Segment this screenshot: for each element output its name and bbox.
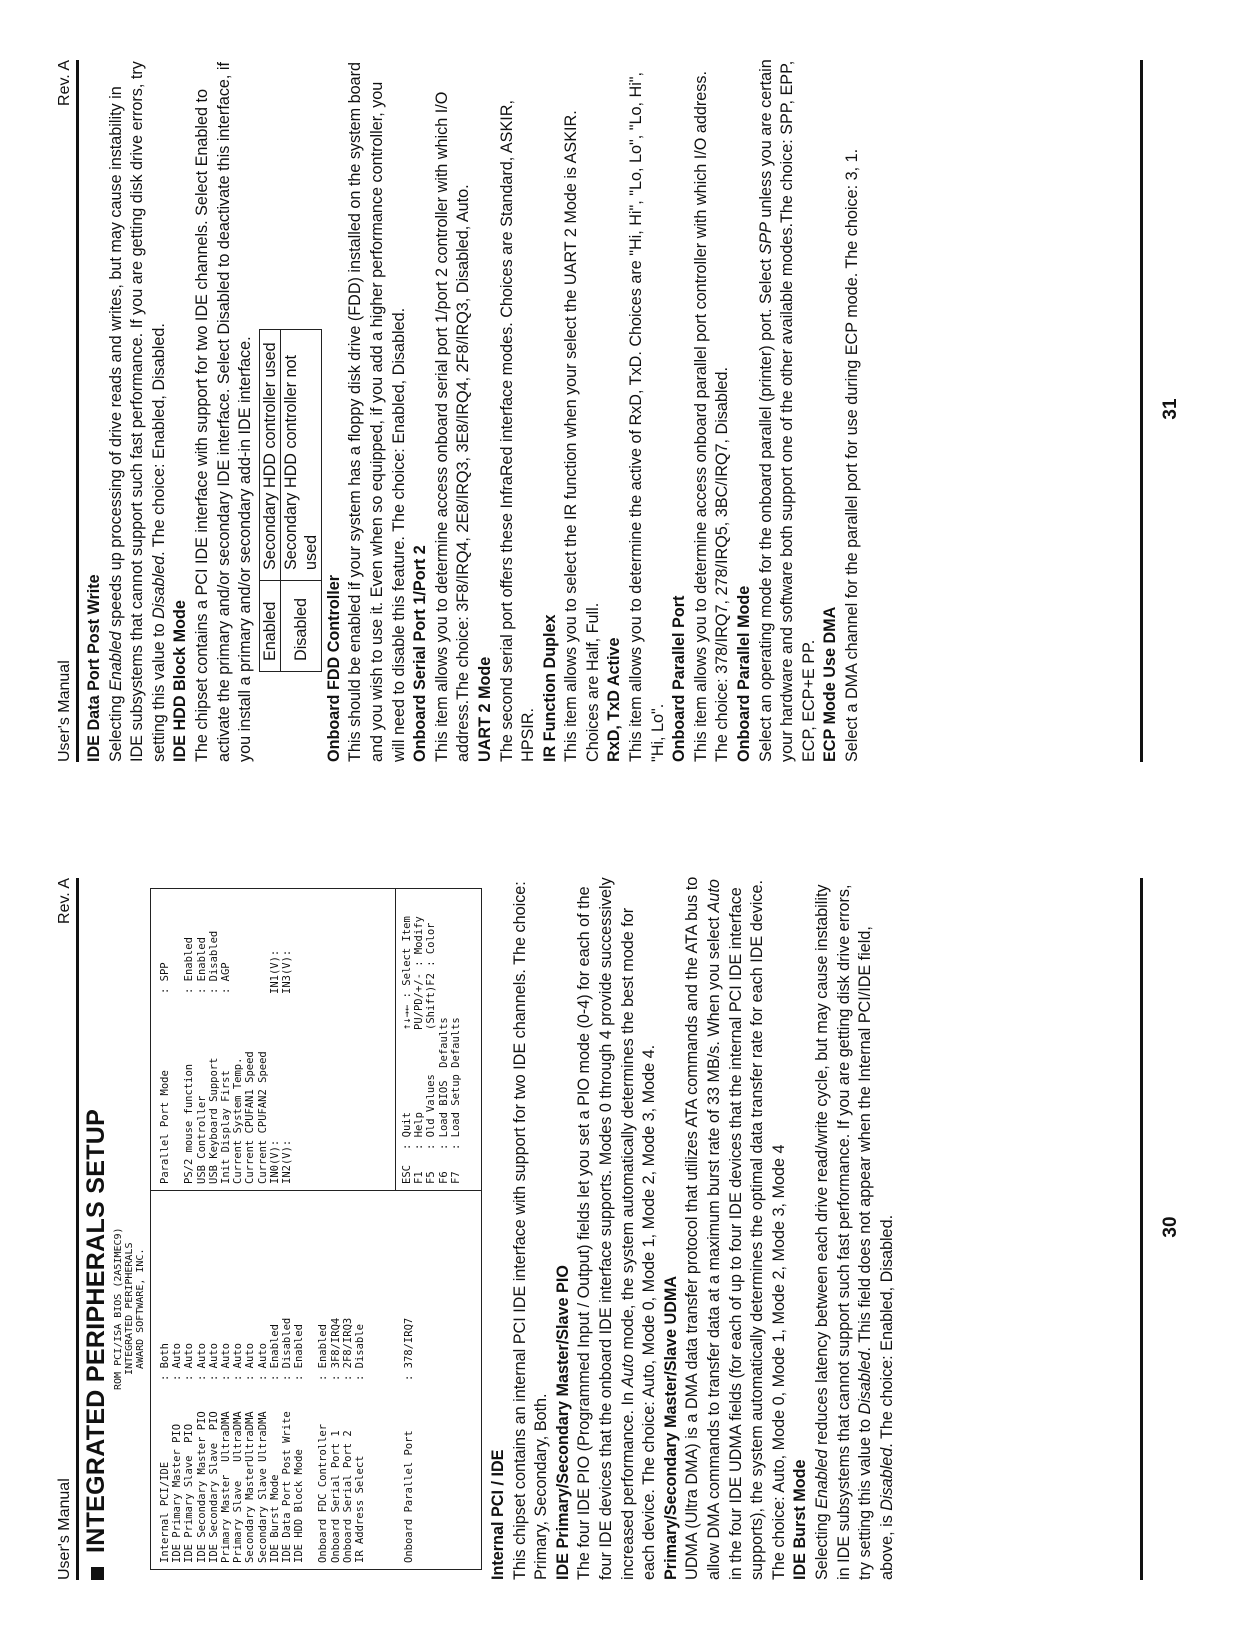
bios-key: F1: [413, 1171, 426, 1184]
section-heading: IDE Primary/Secondary Master/Slave PIO: [553, 1265, 572, 1580]
section-text: This item allows you to select the IR function when your select the UART 2 Mode is ASKIR. Choices are Half, Full.: [562, 110, 602, 762]
bios-help-divider: [395, 889, 396, 1191]
bios-key: F7: [449, 1171, 462, 1184]
bios-setting-row: [330, 1193, 342, 1563]
section: [84, 57, 170, 762]
section-text: Selecting Enabled reduces latency between each drive read/write cycle, but may cause instability in IDE subsystems that cannot support such fast performance. If you are getting disk drive errors, try setting this value to Disabled. This field does not appear when the Internal PCI/IDE field, above, is Disabled. The choice: Enabled, Disabled.: [812, 884, 896, 1580]
bios-setting-name: Init Display First: [219, 1070, 232, 1184]
hdd-mode-table: [259, 329, 322, 672]
header-manual-label: User's Manual: [56, 1478, 73, 1580]
bios-setting-row: [257, 1193, 269, 1563]
section: [475, 57, 540, 762]
bios-key-action: : Load Setup Defaults: [449, 1017, 462, 1150]
bios-setting-row: [220, 894, 232, 1184]
bios-key-legend: [401, 894, 462, 1184]
section: [790, 875, 898, 1580]
section-heading: ECP Mode Use DMA: [821, 606, 840, 762]
section: [324, 57, 410, 762]
section: [669, 57, 734, 762]
bios-setting-row: [244, 894, 256, 1184]
section-heading: Onboard Parallel Mode: [735, 585, 754, 762]
bios-setting-row: [305, 1193, 317, 1563]
bios-setting-name: Internal PCI/IDE: [159, 1461, 171, 1563]
bullet-square-icon: [91, 1567, 104, 1580]
bios-setting-row: [378, 1193, 390, 1563]
section: [820, 57, 863, 762]
section-text: This chipset contains an internal PCI IDE interface with support for two IDE channels. The choice: Primary, Secondary, Both.: [510, 881, 551, 1580]
bios-setting-name: Primary Slave UltraDMA: [232, 1411, 245, 1563]
bios-setting-value: : Auto: [244, 1343, 257, 1381]
bios-key: F5: [425, 1171, 438, 1184]
section-text: This item allows you to determine access onboard serial port 1/port 2 controller with which I/O address.The choice: 3F8/IRQ4, 2E8/IRQ3, 3E8/IRQ4, 2F8/IRQ3, Disabled, Auto.: [432, 91, 473, 762]
bios-screen-header: [113, 1227, 146, 1390]
section-heading: UART 2 Mode: [475, 656, 494, 762]
bios-setting-row: [159, 1193, 171, 1563]
table-row: [259, 330, 280, 672]
bios-setting-name: IN0(V):: [268, 1139, 281, 1184]
footer-rule: [1140, 878, 1143, 1580]
bios-setting-value: : Auto: [195, 1343, 208, 1381]
bios-setting-row: [171, 894, 183, 1184]
bios-setting-name: IR Address Select: [354, 1455, 366, 1563]
bios-setting-value: : Auto: [256, 1343, 269, 1381]
bios-setting-row: [208, 894, 220, 1184]
section: [410, 57, 475, 762]
bios-setting-value: : Enabled: [183, 937, 196, 994]
page-header: [54, 878, 76, 1580]
bios-setting-value: : 2F8/IRQ3: [341, 1317, 354, 1381]
bios-setting-row: [183, 1193, 195, 1563]
bios-key-action: : Old Values: [425, 1074, 438, 1150]
bios-setting-name: Current CPUFAN1 Speed: [244, 1051, 257, 1184]
section-heading: Onboard Parallel Port: [670, 595, 689, 762]
bios-setting-row: [354, 1193, 366, 1563]
bios-setting-value: IN1(V):: [268, 949, 281, 994]
bios-rom-line: ROM PCI/ISA BIOS (2A5IMEC9): [113, 1227, 124, 1390]
page-30: [0, 818, 1249, 1636]
bios-setting-row: [281, 1193, 293, 1563]
bios-setting-value: : Auto: [232, 1343, 245, 1381]
bios-key-action: : Quit: [401, 1112, 413, 1150]
bios-key-action: : Help: [413, 1112, 426, 1150]
bios-setting-row: [403, 1193, 415, 1563]
section: [734, 57, 820, 762]
bios-key-nav: PU/PD/+/- : Modify: [413, 916, 426, 1030]
bios-setting-value: : Enabled: [317, 1324, 330, 1381]
bios-screen: [150, 888, 482, 1570]
header-rule: [76, 878, 79, 1580]
right-body-text: [84, 57, 864, 762]
bios-setting-name: USB Keyboard Support: [207, 1057, 220, 1184]
bios-key-row: [450, 894, 462, 1184]
table-cell-meaning: Secondary HDD controller not used: [280, 330, 321, 581]
bios-setting-row: [220, 1193, 232, 1563]
bios-menu-line: INTEGRATED PERIPHERALS: [124, 1242, 135, 1375]
section-heading: Primary/Secondary Master/Slave UDMA: [661, 1275, 680, 1580]
bios-setting-row: [391, 1193, 403, 1563]
bios-setting-value: IN3(V):: [280, 949, 293, 994]
table-cell-setting: Disabled: [280, 581, 321, 672]
bios-setting-value: : Auto: [207, 1343, 220, 1381]
bios-key-nav: (Shift)F2 : Color: [425, 922, 438, 1030]
bios-setting-row: [196, 894, 208, 1184]
bios-setting-value: : Both: [159, 1343, 171, 1381]
bios-divider: [151, 1190, 481, 1191]
bios-setting-name: Onboard Parallel Port: [402, 1430, 415, 1563]
bios-key: ESC: [401, 1165, 413, 1184]
bios-setting-value: : Enabled: [293, 1324, 306, 1381]
bios-key-row: [413, 894, 425, 1184]
bios-setting-name: IDE Data Port Post Write: [280, 1411, 293, 1563]
bios-setting-row: [244, 1193, 256, 1563]
bios-setting-name: Secondary MasterUltraDMA: [244, 1411, 257, 1563]
table-cell-setting: Enabled: [259, 581, 280, 672]
bios-right-column: [159, 894, 293, 1184]
section: [540, 57, 605, 762]
bios-vendor-line: AWARD SOFTWARE, INC.: [135, 1248, 146, 1369]
section: [170, 57, 256, 762]
bios-key-nav: ↑↓→← : Select Item: [401, 916, 413, 1030]
table-cell-meaning: Secondary HDD controller used: [259, 330, 280, 581]
section-text: UDMA (Ultra DMA) is a DMA data transfer protocol that utilizes ATA commands and the ATA bus to allow DMA commands to transfer data at a maximum burst rate of 33 MB/s. When you select Auto in the four IDE UDMA fields (for each of up to four IDE devices that the internal PCI IDE interface supports), the system automatically determines the optimal data transfer rate for each IDE device. The choice: Auto, Mode 0, Mode 1, Mode 2, Mode 3, Mode 4: [683, 876, 788, 1580]
bios-setting-value: : Disable: [354, 1324, 366, 1381]
bios-setting-name: USB Controller: [195, 1095, 208, 1184]
bios-setting-value: : Disabled: [280, 1317, 293, 1381]
left-body-text: [488, 875, 898, 1580]
bios-setting-row: [232, 1193, 244, 1563]
section: [553, 875, 661, 1580]
bios-setting-name: Current CPUFAN2 Speed: [256, 1051, 269, 1184]
bios-setting-name: IDE Secondary Master PIO: [195, 1411, 208, 1563]
bios-key-row: [438, 894, 450, 1184]
bios-setting-name: IDE Primary Master PIO: [171, 1423, 184, 1563]
bios-setting-row: [183, 894, 195, 1184]
section: [488, 875, 553, 1580]
header-manual-label: User's Manual: [56, 660, 73, 762]
bios-setting-name: Onboard FDC Controller: [317, 1423, 330, 1563]
bios-setting-name: IDE Burst Mode: [268, 1474, 281, 1563]
bios-setting-value: : 378/IRQ7: [402, 1317, 415, 1381]
bios-setting-value: : 3F8/IRQ4: [329, 1317, 342, 1381]
bios-setting-name: PS/2 mouse function: [183, 1063, 196, 1184]
section-heading: IR Function Duplex: [540, 614, 559, 762]
bios-key: F6: [437, 1171, 450, 1184]
header-revision: Rev. A: [56, 60, 73, 106]
section-text: This item allows you to determine the active of RxD, TxD. Choices are "Hi, Hi", "Lo, Lo", "Lo, Hi", "Hi, Lo".: [627, 71, 667, 762]
page-number: 30: [1160, 1216, 1181, 1238]
bios-setting-row: [293, 1193, 305, 1563]
section-text: This item allows you to determine access onboard parallel port controller with which I/O address. The choice: 378/IRQ7, 278/IRQ5, 3BC/IRQ7, Disabled.: [691, 71, 732, 762]
bios-setting-name: IN2(V):: [280, 1139, 293, 1184]
section-text: This should be enabled if your system has a floppy disk drive (FDD) installed on the system board and you wish to use it. Even when so equipped, if you add a higher performance controller, you will need to disable this feature. The choice: Enabled, Disabled.: [346, 62, 408, 762]
bios-setting-value: : Auto: [219, 1343, 232, 1381]
bios-setting-name: IDE Primary Slave PIO: [183, 1423, 196, 1563]
bios-setting-row: [196, 1193, 208, 1563]
bios-setting-value: : Enabled: [268, 1324, 281, 1381]
bios-setting-name: IDE HDD Block Mode: [293, 1449, 306, 1563]
bios-left-column: [159, 1193, 415, 1563]
section-text: Select a DMA channel for the parallel port for use during ECP mode. The choice: 3, 1.: [843, 148, 861, 762]
bios-setting-name: IDE Secondary Slave PIO: [207, 1411, 220, 1563]
section-text: Select an operating mode for the onboard parallel (printer) port. Select SPP unless you are certain your hardware and software both support one of the other available modes.The choice: SPP, EPP, ECP, ECP+E PP.: [756, 59, 818, 762]
section-heading: Internal PCI / IDE: [489, 1449, 507, 1580]
bios-setting-row: [257, 894, 269, 1184]
section-heading: Onboard Serial Port 1/Port 2: [411, 545, 430, 762]
footer-rule: [1140, 60, 1143, 762]
bios-setting-value: : Auto: [183, 1343, 196, 1381]
section-heading: Onboard FDD Controller: [324, 574, 343, 762]
bios-setting-name: Secondary Slave UltraDMA: [256, 1411, 269, 1563]
bios-setting-name: Primary Master UltraDMA: [219, 1411, 232, 1563]
page-title: INTEGRATED PERIPHERALS SETUP: [82, 1109, 111, 1580]
section-heading: IDE Data Port Post Write: [85, 574, 103, 762]
bios-setting-value: : Disabled: [207, 930, 220, 994]
page-number: 31: [1160, 398, 1181, 420]
section-heading: RxD, TxD Active: [605, 637, 624, 762]
bios-setting-name: Onboard Serial Port 2: [341, 1430, 354, 1563]
bios-setting-name: Parallel Port Mode: [159, 1070, 171, 1184]
bios-setting-value: : SPP: [159, 962, 171, 994]
bios-key-row: [401, 894, 413, 1184]
bios-setting-name: Onboard Serial Port 1: [329, 1430, 342, 1563]
bios-setting-row: [281, 894, 293, 1184]
bios-setting-name: Current System Temp.: [232, 1057, 245, 1184]
bios-setting-row: [269, 894, 281, 1184]
table-row: [280, 330, 321, 672]
section: [661, 875, 791, 1580]
bios-key-action: : Load BIOS Defaults: [437, 1017, 450, 1150]
bios-key-row: [425, 894, 437, 1184]
bios-setting-value: : AGP: [219, 962, 232, 994]
section-text: The chipset contains a PCI IDE interface with support for two IDE channels. Select Enabled to activate the primary and/or secondary IDE interface. Select Disabled to deactivate this interface, if you install a primary and/or secondary add-in IDE interface.: [192, 61, 255, 762]
bios-setting-row: [232, 894, 244, 1184]
section-heading: IDE Burst Mode: [791, 1459, 810, 1580]
bios-setting-row: [159, 894, 171, 1184]
page-header: [54, 60, 76, 762]
section-text: The four IDE PIO (Programmed Input / Output) fields let you set a PIO mode (0-4) for each of the four IDE devices that the onboard IDE interface supports. Modes 0 through 4 provide successively increased performance. In Auto mode, the system automatically determines the best mode for each device. The choice: Auto, Mode 0, Mode 1, Mode 2, Mode 3, Mode 4.: [575, 877, 659, 1580]
bios-setting-row: [208, 1193, 220, 1563]
section-heading: IDE HDD Block Mode: [171, 600, 190, 762]
bios-setting-value: : Auto: [171, 1343, 184, 1381]
bios-setting-row: [366, 1193, 378, 1563]
bios-setting-row: [269, 1193, 281, 1563]
section-text: Selecting Enabled speeds up processing of drive reads and writes, but may cause instability in IDE subsystems that cannot support such fast performance. If you are getting disk drive errors, try setting this value to Disabled. The choice: Enabled, Disabled.: [106, 61, 168, 762]
bios-setting-row: [342, 1193, 354, 1563]
bios-setting-value: : Enabled: [195, 937, 208, 994]
bios-setting-row: [317, 1193, 329, 1563]
bios-setting-row: [171, 1193, 183, 1563]
section: [604, 57, 669, 762]
section-text: The second serial port offers these InfraRed interface modes. Choices are Standard, ASKIR, HPSIR.: [497, 100, 538, 762]
header-rule: [76, 60, 79, 762]
header-revision: Rev. A: [56, 878, 73, 924]
